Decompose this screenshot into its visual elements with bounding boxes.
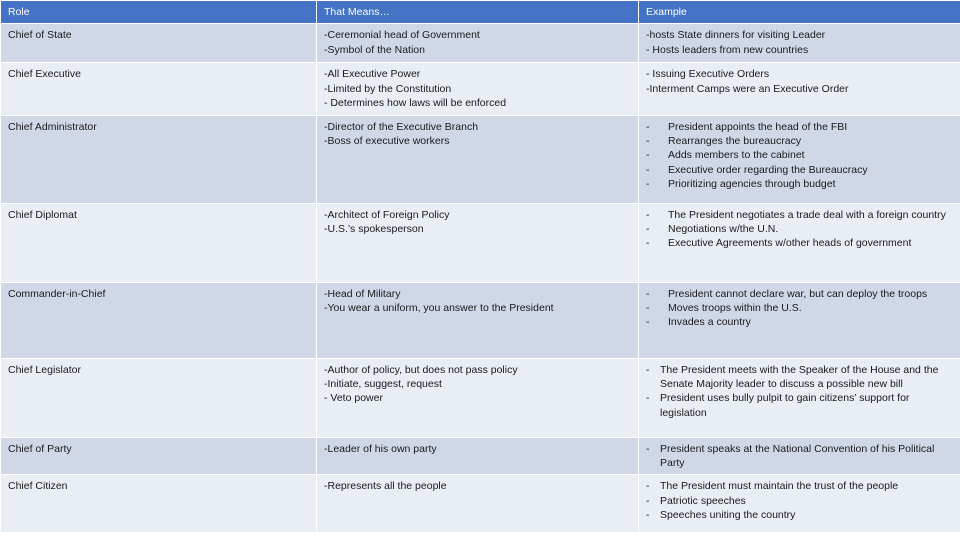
example-cell (639, 437, 960, 475)
means-line: - Determines how laws will be enforced (324, 97, 507, 110)
dash-marker: - (646, 302, 650, 315)
means-line: -U.S.’s spokesperson (324, 223, 424, 236)
example-bullet-list (646, 363, 953, 421)
bullet-text: Speeches uniting the country (660, 509, 796, 522)
dash-marker: - (646, 208, 650, 221)
means-line: -You wear a uniform, you answer to the President (324, 302, 554, 315)
example-line: - Issuing Executive Orders (646, 68, 770, 81)
bullet-text: Executive order regarding the Bureaucracy (668, 163, 868, 176)
example-cell (639, 115, 960, 203)
example-line: -hosts State dinners for visiting Leader (646, 29, 826, 42)
example-cell (639, 282, 960, 358)
bullet-item (646, 222, 953, 236)
table-row (1, 203, 960, 282)
dash-marker: - (646, 120, 650, 133)
bullet-item (646, 177, 953, 191)
means-line: -All Executive Power (324, 68, 421, 81)
bullet-text: Prioritizing agencies through budget (668, 178, 836, 191)
bullet-item (646, 391, 953, 420)
example-bullet-list (646, 287, 953, 330)
example-cell (639, 63, 960, 115)
bullet-item (646, 479, 953, 493)
example-bullet-list (646, 120, 953, 192)
means-line: -Architect of Foreign Policy (324, 208, 450, 221)
dash-marker: - (646, 287, 650, 300)
role-cell: Commander-in-Chief (1, 282, 317, 358)
bullet-item (646, 494, 953, 508)
table-row (1, 282, 960, 358)
means-cell (317, 437, 639, 475)
role-cell: Chief of State (1, 24, 317, 63)
bullet-text: President appoints the head of the FBI (668, 120, 848, 133)
bullet-item (646, 163, 953, 177)
dash-marker: - (646, 494, 650, 507)
bullet-text: Negotiations w/the U.N. (668, 223, 779, 236)
example-cell (639, 475, 960, 533)
example-cell (639, 203, 960, 282)
means-line: -Author of policy, but does not pass policy (324, 363, 518, 376)
bullet-item (646, 134, 953, 148)
bullet-text: Adds members to the cabinet (668, 149, 805, 162)
means-line: -Represents all the people (324, 480, 447, 493)
table-row (1, 24, 960, 63)
example-cell (639, 24, 960, 63)
dash-marker: - (646, 178, 650, 191)
table-row (1, 437, 960, 475)
table-row (1, 475, 960, 533)
dash-marker: - (646, 149, 650, 162)
example-bullet-list (646, 479, 953, 522)
means-line: -Head of Military (324, 287, 401, 300)
bullet-item (646, 508, 953, 522)
role-cell: Chief Administrator (1, 115, 317, 203)
means-line: -Leader of his own party (324, 442, 437, 455)
table-row (1, 63, 960, 115)
bullet-item (646, 442, 953, 471)
bullet-item (646, 363, 953, 392)
dash-marker: - (646, 509, 650, 522)
means-line: -Initiate, suggest, request (324, 378, 442, 391)
means-cell (317, 115, 639, 203)
example-bullet-list (646, 442, 953, 471)
means-cell (317, 63, 639, 115)
means-cell (317, 203, 639, 282)
role-cell: Chief Executive (1, 63, 317, 115)
example-cell (639, 358, 960, 437)
means-line: -Symbol of the Nation (324, 43, 425, 56)
means-line: -Director of the Executive Branch (324, 120, 479, 133)
dash-marker: - (646, 480, 650, 493)
example-line: - Hosts leaders from new countries (646, 43, 809, 56)
role-cell: Chief of Party (1, 437, 317, 475)
header-example: Example (639, 1, 960, 24)
means-line: -Limited by the Constitution (324, 82, 452, 95)
role-cell: Chief Legislator (1, 358, 317, 437)
dash-marker: - (646, 363, 650, 376)
table-row (1, 358, 960, 437)
dash-marker: - (646, 392, 650, 405)
bullet-text: The President negotiates a trade deal with a foreign country (668, 208, 946, 221)
bullet-item (646, 120, 953, 134)
bullet-item (646, 301, 953, 315)
bullet-item (646, 315, 953, 329)
dash-marker: - (646, 237, 650, 250)
dash-marker: - (646, 223, 650, 236)
bullet-text: President speaks at the National Convention of his Political Party (660, 442, 935, 470)
dash-marker: - (646, 163, 650, 176)
means-cell (317, 358, 639, 437)
bullet-text: Invades a country (668, 316, 751, 329)
means-line: -Boss of executive workers (324, 135, 450, 148)
bullet-text: The President meets with the Speaker of the House and the Senate Majority leader to discuss a possible new bill (660, 363, 939, 391)
means-cell (317, 282, 639, 358)
dash-marker: - (646, 442, 650, 455)
bullet-text: President uses bully pulpit to gain citizens’ support for legislation (660, 392, 910, 419)
bullet-item (646, 208, 953, 222)
example-bullet-list (646, 208, 953, 251)
bullet-item (646, 287, 953, 301)
bullet-text: Moves troops within the U.S. (668, 302, 802, 315)
means-cell (317, 24, 639, 63)
header-role: Role (1, 1, 317, 24)
example-line: -Interment Camps were an Executive Order (646, 82, 849, 95)
dash-marker: - (646, 316, 650, 329)
means-cell (317, 475, 639, 533)
header-means: That Means… (317, 1, 639, 24)
role-cell: Chief Diplomat (1, 203, 317, 282)
dash-marker: - (646, 135, 650, 148)
bullet-item (646, 236, 953, 250)
table-row (1, 115, 960, 203)
bullet-text: Rearranges the bureaucracy (668, 135, 802, 148)
bullet-item (646, 148, 953, 162)
means-line: - Veto power (324, 392, 383, 405)
bullet-text: The President must maintain the trust of the people (660, 480, 899, 493)
bullet-text: Patriotic speeches (660, 494, 746, 507)
bullet-text: President cannot declare war, but can deploy the troops (668, 287, 928, 300)
means-line: -Ceremonial head of Government (324, 29, 480, 42)
bullet-text: Executive Agreements w/other heads of government (668, 237, 912, 250)
role-cell: Chief Citizen (1, 475, 317, 533)
header-row (1, 1, 960, 24)
